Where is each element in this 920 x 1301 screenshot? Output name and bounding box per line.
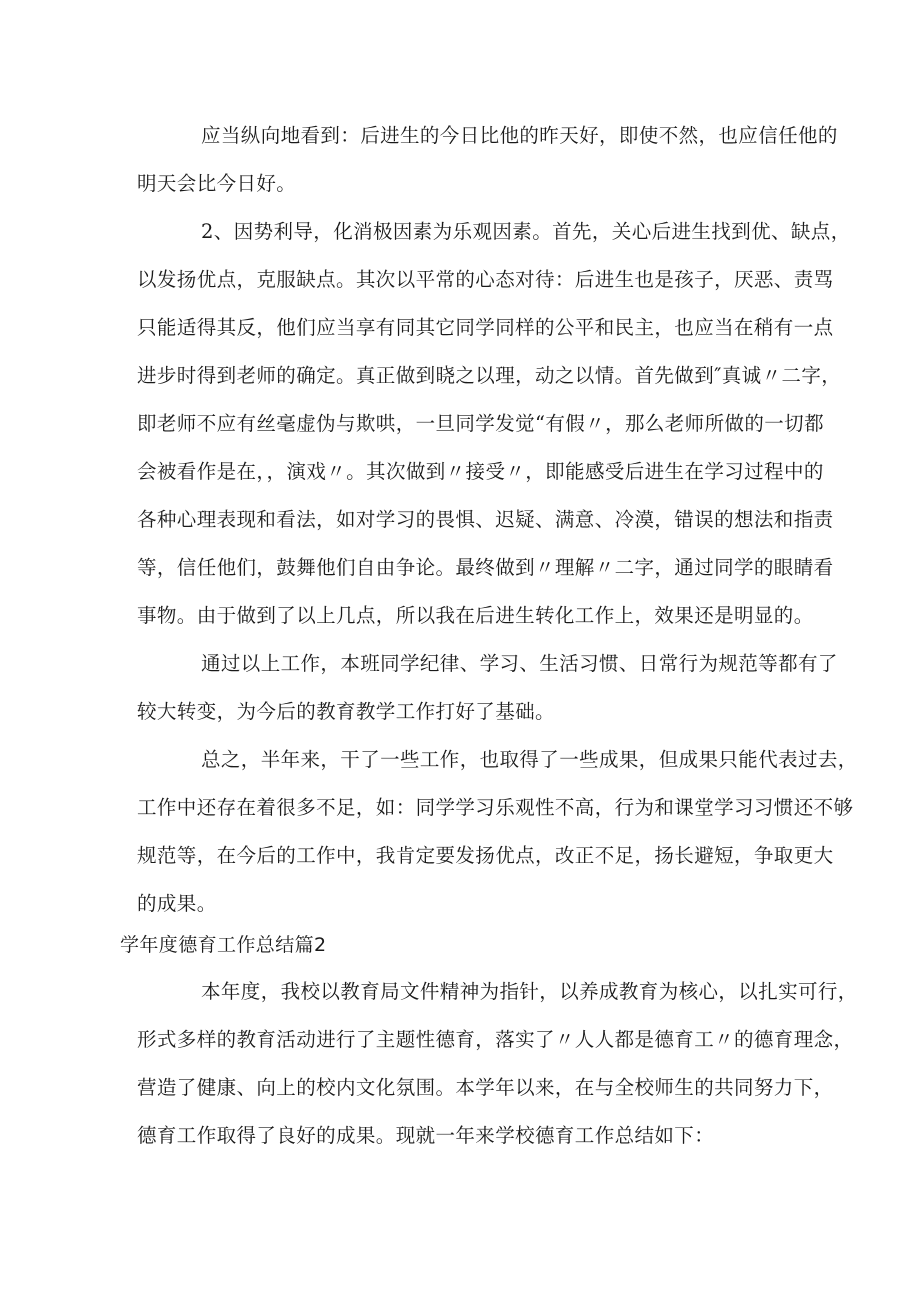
text-line: 较大转变，为今后的教育教学工作打好了基础。 bbox=[137, 700, 555, 723]
text-line: 本年度，我校以教育局文件精神为指针，以养成教育为核心，以扎实可行， bbox=[201, 980, 858, 1003]
text-line: 总之，半年来，干了一些工作，也取得了一些成果，但成果只能代表过去， bbox=[201, 748, 858, 771]
text-line: 的成果。 bbox=[137, 892, 217, 915]
text-line: 事物。由于做到了以上几点，所以我在后进生转化工作上，效果还是明显的。 bbox=[137, 604, 814, 627]
text-line: 即老师不应有丝毫虚伪与欺哄，一旦同学发觉“有假〃，那么老师所做的一切都 bbox=[137, 412, 824, 435]
text-line: 德育工作取得了良好的成果。现就一年来学校德育工作总结如下： bbox=[137, 1124, 715, 1147]
text-line: 会被看作是在，，演戏〃。其次做到〃接受〃，即能感受后进生在学习过程中的 bbox=[137, 460, 824, 483]
text-line: 以发扬优点，克服缺点。其次以平常的心态对待：后进生也是孩子，厌恶、责骂 bbox=[137, 268, 834, 291]
text-line: 等，信任他们，鼓舞他们自由争论。最终做到〃理解〃二字，通过同学的眼睛看 bbox=[137, 556, 834, 579]
text-line: 各种心理表现和看法，如对学习的畏惧、迟疑、满意、冷漠，错误的想法和指责 bbox=[137, 508, 834, 531]
text-line: 只能适得其反，他们应当享有同其它同学同样的公平和民主，也应当在稍有一点 bbox=[137, 316, 834, 339]
text-line: 形式多样的教育活动进行了主题性德育，落实了〃人人都是德育工〃的德育理念， bbox=[137, 1028, 854, 1051]
text-line: 明天会比今日好。 bbox=[137, 172, 297, 195]
text-line: 2、因势利导，化消极因素为乐观因素。首先，关心后进生找到优、缺点， bbox=[201, 220, 851, 243]
text-line: 进步时得到老师的确定。真正做到晓之以理，动之以情。首先做到″真诚〃二字， bbox=[137, 364, 842, 387]
text-line: 通过以上工作，本班同学纪律、学习、生活习惯、日常行为规范等都有了 bbox=[201, 652, 838, 675]
text-line: 规范等，在今后的工作中，我肯定要发扬优点，改正不足，扬长避短，争取更大 bbox=[137, 844, 834, 867]
text-line: 应当纵向地看到：后进生的今日比他的昨天好，即使不然，也应信任他的 bbox=[201, 124, 838, 147]
section-heading: 学年度德育工作总结篇2 bbox=[120, 934, 327, 956]
text-line: 营造了健康、向上的校内文化氛围。本学年以来，在与全校师生的共同努力下， bbox=[137, 1076, 834, 1099]
text-line: 工作中还存在着很多不足，如：同学学习乐观性不高，行为和课堂学习习惯还不够 bbox=[137, 796, 854, 819]
